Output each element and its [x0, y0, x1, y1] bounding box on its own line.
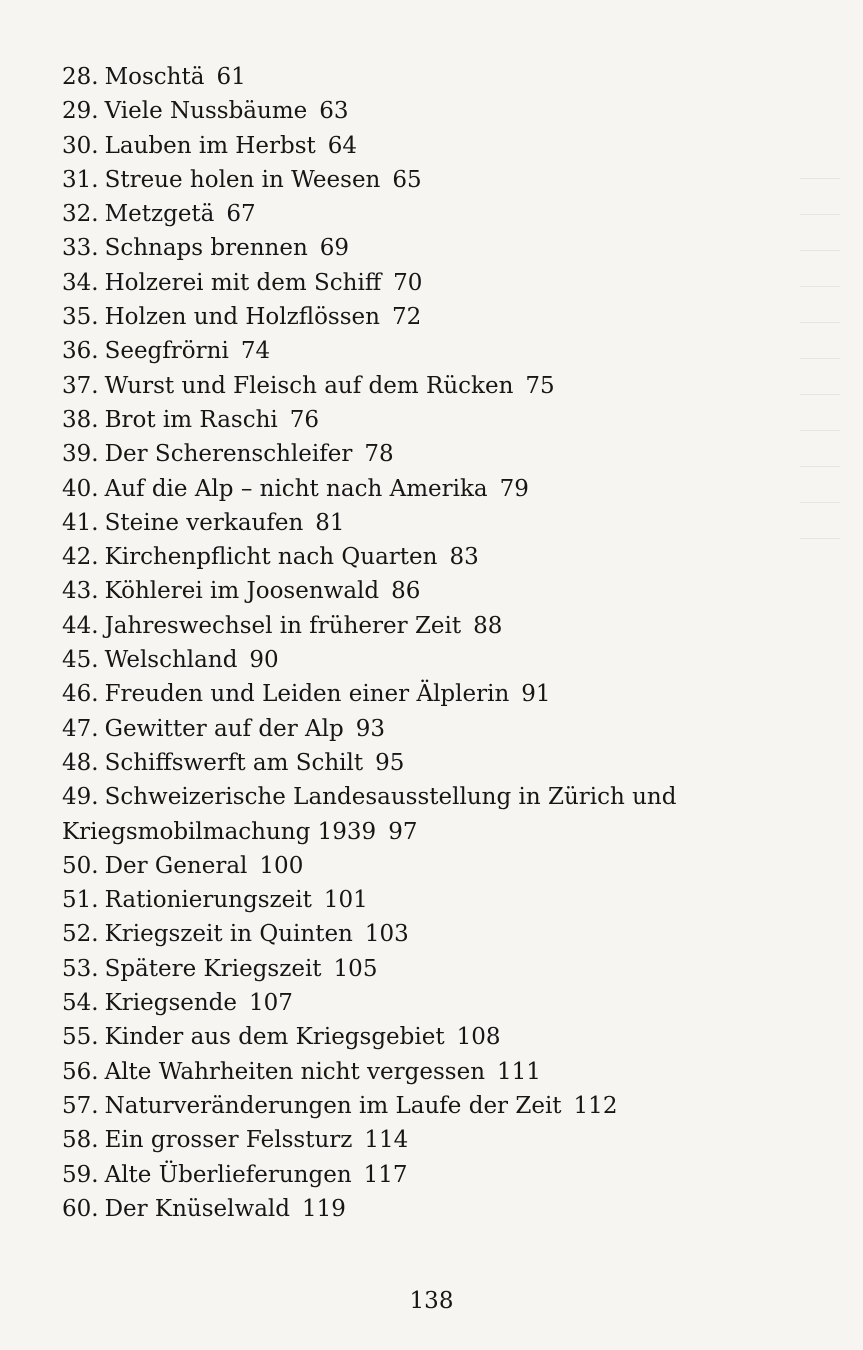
table-of-contents: [62, 60, 822, 1226]
toc-entry-number: 47.: [62, 715, 99, 742]
toc-entry-title: Spätere Kriegszeit: [104, 955, 322, 982]
toc-entry-page: 70: [393, 269, 423, 296]
toc-entry-page: 88: [473, 612, 503, 639]
toc-entry-number: 42.: [62, 544, 99, 571]
toc-entry-number: 59.: [62, 1161, 99, 1188]
toc-entry: [62, 712, 822, 746]
toc-entry-title: Streue holen in Weesen: [104, 166, 381, 193]
toc-entry-page: 97: [388, 818, 418, 845]
toc-entry: [62, 540, 822, 574]
toc-entry-page: 117: [363, 1161, 408, 1188]
toc-entry: [62, 129, 822, 163]
toc-entry-number: 31.: [62, 166, 99, 193]
toc-entry-page: 81: [315, 509, 345, 536]
toc-entry-page: 105: [333, 955, 378, 982]
toc-entry-page: 90: [249, 647, 279, 674]
toc-entry: [62, 574, 822, 608]
toc-entry-title: Viele Nussbäume: [104, 98, 308, 125]
toc-entry-title: Freuden und Leiden einer Älplerin: [104, 681, 510, 708]
toc-entry: [62, 917, 822, 951]
toc-entry: [62, 1055, 822, 1089]
toc-entry: [62, 643, 822, 677]
toc-entry-title: Kriegsende: [104, 990, 238, 1017]
toc-entry-title: Kinder aus dem Kriegsgebiet: [104, 1024, 445, 1051]
toc-entry: [62, 815, 822, 849]
toc-entry-page: 63: [319, 98, 349, 125]
toc-entry: [62, 334, 822, 368]
toc-entry: [62, 883, 822, 917]
toc-entry-title: Brot im Raschi: [104, 406, 278, 433]
toc-entry-page: 108: [456, 1024, 501, 1051]
toc-entry-number: 58.: [62, 1127, 99, 1154]
toc-entry-page: 107: [249, 990, 293, 1017]
toc-entry-number: 41.: [62, 509, 99, 536]
toc-entry-page: 101: [323, 887, 368, 914]
toc-entry-page: 100: [259, 852, 304, 879]
toc-entry: [62, 266, 822, 300]
toc-entry: [62, 1192, 822, 1226]
toc-entry-title: Alte Wahrheiten nicht vergessen: [104, 1058, 486, 1085]
toc-entry-page: 95: [375, 749, 405, 776]
toc-entry: [62, 1089, 822, 1123]
toc-entry-title: Der Scherenschleifer: [104, 441, 353, 468]
toc-entry-number: 57.: [62, 1092, 99, 1119]
toc-entry-number: 40.: [62, 475, 99, 502]
toc-entry-page: 76: [289, 406, 320, 433]
toc-entry-number: 52.: [62, 921, 99, 948]
toc-entry-title: Wurst und Fleisch auf dem Rücken: [104, 372, 514, 399]
page-number: 138: [409, 1288, 454, 1314]
toc-entry: [62, 403, 822, 437]
toc-entry-number: 43.: [62, 578, 99, 605]
toc-entry: [62, 197, 822, 231]
toc-entry: [62, 369, 822, 403]
toc-entry-page: 119: [302, 1195, 346, 1222]
toc-entry: [62, 300, 822, 334]
toc-entry-number: 28.: [62, 64, 99, 90]
toc-entry: [62, 609, 822, 643]
toc-entry-page: 65: [392, 166, 422, 193]
toc-entry: [62, 1123, 822, 1157]
toc-entry-number: 34.: [62, 269, 99, 296]
toc-entry-title: Jahreswechsel in früherer Zeit: [104, 612, 462, 639]
toc-entry-page: 75: [525, 372, 555, 399]
toc-entry: [62, 94, 822, 128]
toc-entry-title: Der General: [104, 852, 248, 879]
toc-entry-number: 50.: [62, 852, 99, 879]
toc-entry-number: 39.: [62, 441, 99, 468]
toc-entry-page: 61: [216, 64, 246, 90]
toc-entry-title: Naturveränderungen im Laufe der Zeit: [104, 1092, 562, 1119]
toc-entry-number: 55.: [62, 1024, 99, 1051]
toc-entry: [62, 677, 822, 711]
toc-entry-title: Lauben im Herbst: [104, 132, 316, 159]
toc-entry-title: Kriegszeit in Quinten: [104, 921, 353, 948]
toc-entry-number: 45.: [62, 647, 99, 674]
toc-entry-title: Seegfrörni: [104, 338, 229, 365]
toc-entry-number: 56.: [62, 1058, 99, 1085]
toc-entry: [62, 986, 822, 1020]
toc-entry-title: Der Knüselwald: [104, 1195, 290, 1222]
toc-entry-title: Rationierungszeit: [104, 887, 312, 914]
toc-entry-page: 112: [573, 1092, 618, 1119]
toc-entry-page: 93: [355, 715, 385, 742]
toc-entry-title: Schweizerische Landesausstellung in Zürich und: [104, 784, 677, 811]
toc-entry-number: 49.: [62, 784, 99, 811]
toc-entry-title: Köhlerei im Joosenwald: [104, 578, 380, 605]
toc-entry-page: 86: [391, 578, 421, 605]
toc-entry: [62, 849, 822, 883]
toc-entry-title: Alte Überlieferungen: [104, 1161, 352, 1188]
toc-entry-page: 78: [364, 441, 394, 468]
toc-entry-number: 35.: [62, 304, 99, 331]
toc-entry-title: Auf die Alp – nicht nach Amerika: [104, 475, 488, 502]
toc-entry-title: Holzen und Holzflössen: [104, 304, 380, 331]
toc-entry: [62, 437, 822, 471]
toc-entry: [62, 506, 822, 540]
toc-entry: [62, 1158, 822, 1192]
toc-entry-title: Welschland: [104, 647, 238, 674]
toc-entry-number: 33.: [62, 235, 99, 262]
toc-entry-number: 38.: [62, 406, 99, 433]
toc-entry: [62, 231, 822, 265]
toc-entry-title: Gewitter auf der Alp: [104, 715, 344, 742]
toc-entry-title: Kriegsmobilmachung 1939: [62, 818, 377, 845]
toc-entry-title: Holzerei mit dem Schiff: [104, 269, 382, 296]
toc-entry-page: 103: [364, 921, 409, 948]
toc-entry-page: 74: [240, 338, 271, 365]
toc-entry: [62, 1020, 822, 1054]
toc-entry-number: 51.: [62, 887, 99, 914]
toc-entry: [62, 163, 822, 197]
toc-entry-title: Steine verkaufen: [104, 509, 304, 536]
toc-entry-page: 64: [327, 132, 358, 159]
toc-entry-number: 60.: [62, 1195, 99, 1222]
toc-entry-title: Metzgetä: [104, 201, 215, 228]
toc-entry: [62, 472, 822, 506]
toc-entry-number: 53.: [62, 955, 99, 982]
toc-entry-page: 72: [391, 304, 422, 331]
toc-entry-number: 54.: [62, 990, 99, 1017]
toc-entry-number: 29.: [62, 98, 99, 125]
toc-entry: [62, 780, 822, 814]
toc-entry-page: 79: [499, 475, 529, 502]
toc-entry-title: Schiffswerft am Schilt: [104, 749, 364, 776]
toc-entry-page: 91: [521, 681, 551, 708]
toc-entry-number: 44.: [62, 612, 99, 639]
toc-entry-title: Ein grosser Felssturz: [104, 1127, 353, 1154]
toc-entry-number: 48.: [62, 749, 99, 776]
toc-entry-page: 114: [364, 1127, 409, 1154]
toc-entry-page: 67: [226, 201, 256, 228]
toc-entry-number: 30.: [62, 132, 99, 159]
toc-entry-number: 32.: [62, 201, 99, 228]
toc-entry: [62, 60, 822, 94]
toc-entry-title: Kirchenpflicht nach Quarten: [104, 544, 438, 571]
toc-entry-page: 83: [449, 544, 479, 571]
toc-entry: [62, 952, 822, 986]
toc-entry-page: 69: [319, 235, 350, 262]
toc-entry-number: 46.: [62, 681, 99, 708]
toc-entry-page: 111: [497, 1058, 541, 1085]
toc-entry-number: 36.: [62, 338, 99, 365]
toc-entry-number: 37.: [62, 372, 99, 399]
toc-entry-title: Moschtä: [104, 64, 205, 90]
toc-entry: [62, 746, 822, 780]
toc-entry-title: Schnaps brennen: [104, 235, 308, 262]
